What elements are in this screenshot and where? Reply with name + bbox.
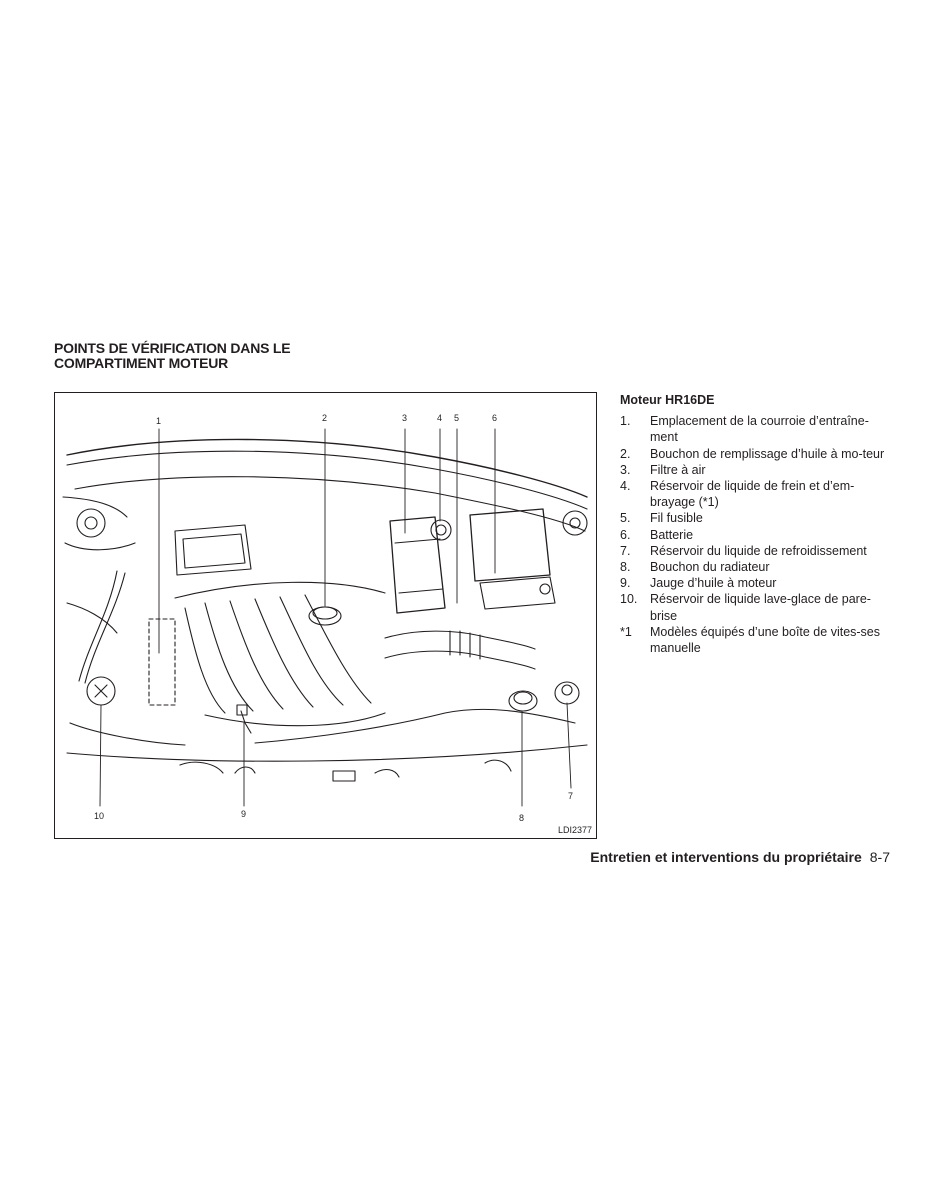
- engine-compartment-illustration: [54, 392, 597, 839]
- legend-title: Moteur HR16DE: [620, 393, 715, 407]
- callout-7: 7: [568, 791, 574, 801]
- callout-8: 8: [519, 813, 525, 823]
- callout-10: 10: [94, 811, 105, 821]
- section-title-line1: POINTS DE VÉRIFICATION DANS LE: [54, 340, 291, 356]
- legend-item-text: Bouchon de remplissage d’huile à mo-teur: [650, 446, 885, 461]
- legend-item-num: 8.: [620, 560, 631, 575]
- legend-item-text: Filtre à air: [650, 462, 706, 477]
- legend-item: [620, 510, 890, 526]
- section-title: [54, 341, 354, 371]
- legend-item-text: Modèles équipés d’une boîte de vites-ses manuelle: [650, 624, 881, 656]
- legend-item: [620, 527, 890, 543]
- legend-item-text: Fil fusible: [650, 511, 703, 526]
- legend-item: [620, 446, 890, 462]
- legend-item-text: Réservoir du liquide de refroidissement: [650, 543, 867, 558]
- legend-item-num: 5.: [620, 511, 631, 526]
- legend-item-num: *1: [620, 624, 632, 639]
- legend-item: [620, 413, 890, 445]
- callout-2: 2: [322, 413, 328, 423]
- legend-item: [620, 575, 890, 591]
- callout-3: 3: [402, 413, 408, 423]
- legend-item-text: Bouchon du radiateur: [650, 560, 770, 575]
- page-footer: [520, 849, 890, 865]
- legend-item-text: Batterie: [650, 527, 694, 542]
- legend: [620, 392, 890, 656]
- legend-list: [620, 413, 890, 656]
- callout-1: 1: [156, 416, 162, 426]
- legend-item: [620, 478, 890, 510]
- legend-item-text: Emplacement de la courroie d’entraîne-ment: [650, 414, 869, 445]
- legend-item-num: 2.: [620, 446, 631, 461]
- section-title-line2: COMPARTIMENT MOTEUR: [54, 355, 229, 371]
- legend-item-text: Réservoir de liquide lave-glace de pare-brise: [650, 592, 871, 623]
- legend-item: [620, 591, 890, 623]
- legend-item-num: 4.: [620, 479, 631, 494]
- callout-6: 6: [492, 413, 498, 423]
- legend-item-num: 1.: [620, 414, 631, 429]
- page-number: 8-7: [869, 849, 890, 865]
- legend-item-num: 10.: [620, 592, 638, 607]
- legend-item: [620, 559, 890, 575]
- legend-item-num: 6.: [620, 527, 631, 542]
- legend-item-num: 3.: [620, 462, 631, 477]
- footer-section-title: Entretien et interventions du propriétaire: [590, 849, 862, 865]
- legend-item-text: Jauge d’huile à moteur: [650, 576, 777, 591]
- callout-4: 4: [437, 413, 443, 423]
- legend-item: [620, 462, 890, 478]
- figure-id: LDI2377: [557, 825, 592, 835]
- legend-item-num: 7.: [620, 543, 631, 558]
- legend-item: [620, 624, 890, 656]
- legend-item-num: 9.: [620, 576, 631, 591]
- engine-line-drawing: [55, 393, 596, 838]
- callout-9: 9: [241, 809, 247, 819]
- callout-5: 5: [454, 413, 460, 423]
- legend-item-text: Réservoir de liquide de frein et d’em-brayage (*1): [650, 479, 855, 510]
- legend-item: [620, 543, 890, 559]
